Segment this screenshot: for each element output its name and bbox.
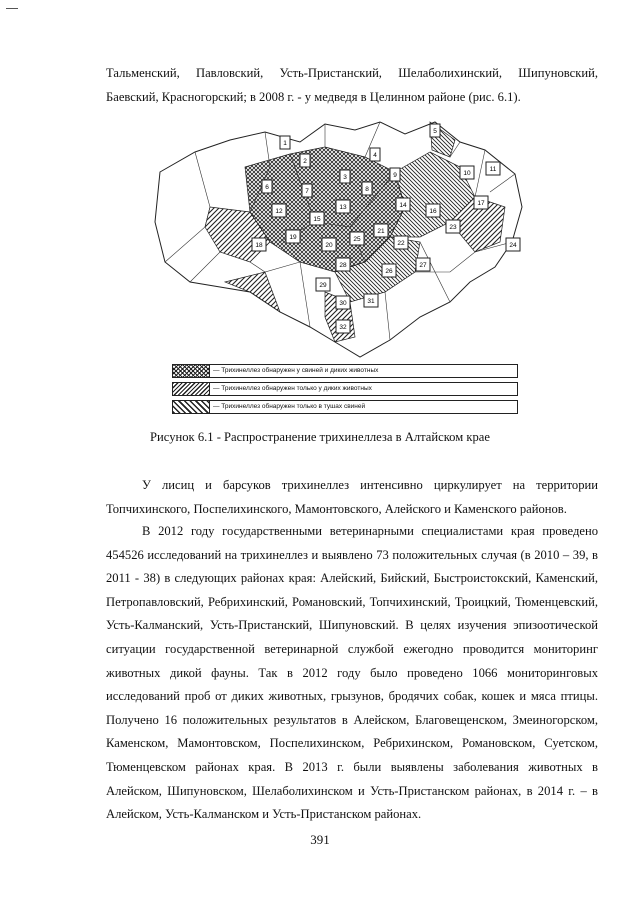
svg-text:24: 24	[509, 242, 517, 249]
legend-swatch-back-hatch	[173, 383, 210, 395]
region-label	[446, 220, 460, 233]
svg-text:32: 32	[339, 324, 347, 331]
text-line: Баевский, Красногорский; в 2008 г. - у медведя в Целинном районе (рис. 6.1).	[106, 89, 521, 104]
region-label	[336, 320, 350, 333]
text-line: Получено 16 положительных результатов в Алейском, Благовещенском, Змеиногорском,	[106, 712, 598, 727]
text-line: У лисиц и барсуков трихинеллез интенсивно циркулирует на территории	[142, 478, 598, 492]
svg-text:26: 26	[385, 268, 393, 275]
svg-text:8: 8	[365, 186, 369, 193]
text-line: 2011 - 38) в следующих районах края: Алейский, Бийский, Быстроистокский, Каменский,	[106, 571, 598, 586]
page-number: 391	[310, 832, 330, 847]
figure-caption: Рисунок 6.1 - Распространение трихинеллеза в Алтайском крае	[150, 430, 490, 444]
region-label	[300, 154, 310, 167]
svg-text:23: 23	[449, 224, 457, 231]
legend-label: — Трихинеллез обнаружен у свиней и диких животных	[213, 367, 379, 374]
text-line: В 2012 году государственными ветеринарными специалистами края проведено	[142, 524, 598, 538]
svg-text:12: 12	[275, 208, 283, 215]
legend-swatch-forward-hatch	[173, 401, 210, 413]
region-label	[416, 258, 430, 271]
svg-text:21: 21	[377, 228, 385, 235]
region-label	[252, 238, 266, 251]
svg-text:29: 29	[319, 282, 327, 289]
top-paragraph	[106, 62, 598, 109]
region-label	[340, 170, 350, 183]
region-label	[336, 200, 350, 213]
legend-swatch-cross-hatch	[173, 365, 210, 377]
svg-text:31: 31	[367, 298, 375, 305]
region-label	[272, 204, 286, 217]
region-label	[394, 236, 408, 249]
text-line: Тюменцевском районах края. В 2013 г. были выявлены заболевания животных в	[106, 759, 598, 774]
region-map	[150, 112, 530, 362]
svg-text:22: 22	[397, 240, 405, 247]
text-line: Усть-Калманский, Усть-Пристанский, Шипуновский. В целях изучения эпизоотической	[106, 618, 598, 633]
region-label	[474, 196, 488, 209]
region-label	[370, 148, 380, 161]
svg-text:7: 7	[305, 188, 309, 195]
region-label	[280, 136, 290, 149]
region-label	[430, 124, 440, 137]
svg-text:3: 3	[343, 174, 347, 181]
svg-text:4: 4	[373, 152, 377, 159]
svg-text:15: 15	[313, 216, 321, 223]
svg-text:16: 16	[429, 208, 437, 215]
text-line: исследований проб от диких животных, грызунов, бродячих собак, кошек и мяса птицы.	[106, 689, 598, 704]
text-line: Алейском, Усть-Калманском и Усть-Пристанском районах.	[106, 807, 422, 822]
region-label	[460, 166, 474, 179]
legend-row	[172, 400, 518, 414]
region-label	[336, 258, 350, 271]
region-label	[426, 204, 440, 217]
text-line: 454526 исследований на трихинеллез и выявлено 73 положительных случая (в 2010 – 39, в	[106, 547, 598, 562]
text-line: Алейском, Шипуновском, Шелаболихинском и Усть-Пристанском районах, в 2014 г. – в	[106, 783, 598, 798]
scan-mark	[6, 8, 18, 9]
svg-text:18: 18	[255, 242, 263, 249]
svg-text:5: 5	[433, 128, 437, 135]
region-label	[374, 224, 388, 237]
svg-text:19: 19	[289, 234, 297, 241]
text-line: животных дикой фауны. Так в 2012 году было проведено 1066 мониторинговых	[106, 665, 598, 680]
legend-row	[172, 382, 518, 396]
region-label	[350, 232, 364, 245]
svg-text:27: 27	[419, 262, 427, 269]
text-line: Тальменский, Павловский, Усть-Пристанский, Шелаболихинский, Шипуновский,	[106, 66, 598, 80]
region-label	[390, 168, 400, 181]
svg-text:6: 6	[265, 184, 269, 191]
region-label	[286, 230, 300, 243]
region-label	[336, 296, 350, 309]
region-label	[316, 278, 330, 291]
region-label	[486, 162, 500, 175]
region-label	[382, 264, 396, 277]
text-line: Каменском, Мамонтовском, Поспелихинском, Ребрихинском, Романовском, Суетском,	[106, 736, 598, 751]
region-label	[364, 294, 378, 307]
svg-text:30: 30	[339, 300, 347, 307]
svg-text:20: 20	[325, 242, 333, 249]
svg-text:2: 2	[303, 158, 307, 165]
svg-text:11: 11	[489, 166, 497, 173]
paragraph-foxes-badgers	[106, 474, 598, 521]
text-line: Топчихинского, Поспелихинского, Мамонтовского, Алейского и Каменского районов.	[106, 501, 567, 516]
svg-text:9: 9	[393, 172, 397, 179]
legend-row	[172, 364, 518, 378]
svg-text:10: 10	[463, 170, 471, 177]
svg-text:25: 25	[353, 236, 361, 243]
region-label	[396, 198, 410, 211]
region-label	[262, 180, 272, 193]
svg-text:17: 17	[477, 200, 485, 207]
text-line: Петропавловский, Ребрихинский, Романовский, Топчихинский, Троицкий, Тюменцевский,	[106, 594, 598, 609]
region-label	[362, 182, 372, 195]
text-line: ситуации государственной ветеринарной службой ежегодно проводится мониторинг	[106, 641, 598, 656]
region-label	[310, 212, 324, 225]
region-label	[506, 238, 520, 251]
svg-text:13: 13	[339, 204, 347, 211]
region-label	[322, 238, 336, 251]
region-label	[302, 184, 312, 197]
legend-label: — Трихинеллез обнаружен только в тушах свиней	[213, 403, 366, 410]
svg-text:28: 28	[339, 262, 347, 269]
paragraph-2012-studies	[106, 520, 598, 827]
svg-text:14: 14	[399, 202, 407, 209]
svg-text:1: 1	[283, 140, 287, 147]
legend-label: — Трихинеллез обнаружен только у диких животных	[213, 385, 372, 392]
